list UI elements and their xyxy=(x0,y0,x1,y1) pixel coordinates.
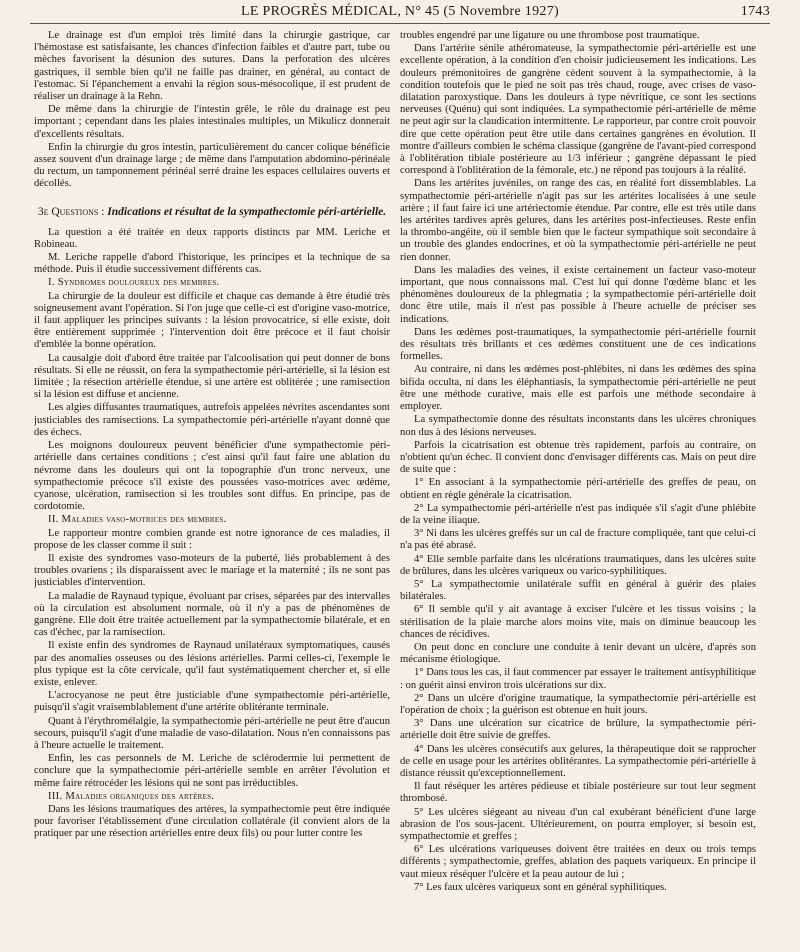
list-item: 1° Dans tous les cas, il faut commencer par essayer le traitement antisyphilitique : on guérit ainsi environ trois ulcérations sur dix. xyxy=(400,667,756,691)
section-heading xyxy=(34,205,390,219)
paragraph: Parfois la cicatrisation est obtenue très rapidement, parfois au contraire, on n'obtient qu'un échec. Il convient donc d'envisager différents cas. Mais on peut dire de suite que : xyxy=(400,439,756,476)
page-number: 1743 xyxy=(740,4,770,19)
subsection-heading: I. Syndromes douloureux des membres. xyxy=(48,277,220,289)
paragraph: De même dans la chirurgie de l'intestin grêle, le rôle du drainage est peu important ; cependant dans les plaies intestinales multiples, un Mikulicz donnerait d'excellents résultats. xyxy=(34,104,390,140)
paragraph: Quant à l'érythromélalgie, la sympathectomie péri-artérielle ne peut être d'aucun secours, puisqu'il s'agit d'une maladie de vaso-dilatation. Nous n'en connaissons pas à l'heure actuelle le traitement. xyxy=(34,715,390,751)
paragraph: Dans les artérites juvéniles, on range des cas, en réalité fort dissemblables. La sympathectomie péri-artérielle n'agit pas sur les artérites localisées à une seule artère ; il faut faire ici une artériectomie étendue. Par contre, elle est très utile dans les artérites tardives après gelures, dans les artérites post-infectieuses. Reste enfin la thrombo-angéite, où il semble bien que le facteur sympathique soit secondaire à un trouble des glandes endocrines, et où la sympathectomie péri-artérielle ne peut rien donner. xyxy=(400,178,756,263)
list-item: 5° La sympathectomie unilatérale suffit en général à guérir des plaies bilatérales. xyxy=(400,578,756,603)
paragraph: Il faut réséquer les artères pédieuse et tibiale postérieure sur tout leur segment thrombosé. xyxy=(400,781,756,805)
list-item: 6° Les ulcérations variqueuses doivent être traitées en deux ou trois temps différents ; sympathectomie, greffes, ablation des paquets variqueux. En principe il vaut mieux réséquer l'ulcère et la peau autour de lui ; xyxy=(400,844,756,880)
paragraph: Enfin la chirurgie du gros intestin, particulièrement du cancer colique bénéficie assez souvent d'un drainage large ; de même dans l'amputation abdomino-périnéale du rectum, un tamponnement périnéal serré draine les espaces cellulaires ouverts et décollés. xyxy=(34,141,390,190)
paragraph: Le drainage est d'un emploi très limité dans la chirurgie gastrique, car l'hémostase est satisfaisante, les chances d'infection faibles et d'autre part, tube ou mèches favorisent la désunion des sutures. Dans la perforation des ulcères gastriques, il semble bien qu'il ne faille pas drainer, en général, au contact de l'estomac. Si l'épanchement a envahi la région sous-mésocolique, il est prudent de réaliser un drainage à la Rehn. xyxy=(34,30,390,103)
list-item: 4° Dans les ulcères consécutifs aux gelures, la thérapeutique doit se rapprocher de celle en usage pour les artérites oblitérantes. La sympathectomie péri-artérielle à distance réussit qu'exceptionnellement. xyxy=(400,743,756,779)
paragraph: Les moignons douloureux peuvent bénéficier d'une sympathectomie péri-artérielle dans certaines conditions ; c'est ainsi qu'il faut faire une ablation du névrome dans les douleurs qui ont la topographie d'un tronc nerveux, une sympathectomie précoce s'il existe des poussées vaso-motrices avec œdème, cyanose, ulcération, ramisection si les troubles sont diffus. En principe, pas de cordotomie. xyxy=(34,440,390,513)
paragraph: Enfin, les cas personnels de M. Leriche de sclérodermie lui permettent de conclure que la sympathectomie péri-artérielle semble en arrêter l'évolution et même faire rétrocéder les lésions qui ne sont pas irréductibles. xyxy=(34,753,390,789)
paragraph: M. Leriche rappelle d'abord l'historique, les principes et la technique de sa méthode. Puis il étudie successivement différents cas. xyxy=(34,252,390,276)
paragraph: Au contraire, ni dans les œdèmes post-phlébites, ni dans les œdèmes des spina bifida occulta, ni dans les éléphantiasis, la sympathectomie péri-artérielle ne peut être une méthode curative, mais elle est parfois une méthode secondaire à employer. xyxy=(400,364,756,413)
section-label: 3e Questions : xyxy=(37,205,105,218)
paragraph: troubles engendré par une ligature ou une thrombose post traumatique. xyxy=(400,30,700,41)
right-column xyxy=(400,30,756,945)
list-item: 7° Les faux ulcères variqueux sont en général syphilitiques. xyxy=(414,881,667,893)
paragraph: La causalgie doit d'abord être traitée par l'alcoolisation qui peut donner de bons résultats. Si elle ne réussit, on fera la sympathectomie péri-artérielle, si la lésion est limitée ; la résection artérielle étendue, si une artère est oblitérée ; une ramisection si la lésion est diffuse et ancienne. xyxy=(34,352,390,401)
journal-title: LE PROGRÈS MÉDICAL, N° 45 (5 Novembre 1927) xyxy=(241,4,559,19)
left-column xyxy=(34,30,390,945)
paragraph: Dans l'artérite sénile athéromateuse, la sympathectomie péri-artérielle est une excellente opération, à la condition d'en choisir judicieusement les indications. Les douleurs prémonitoires de gangrène cèdent souvent à la sympathectomie, à la condition toutefois que le pied ne soit pas très chaud, rouge, avec crises de vaso-dilatation paroxystique. Dans les douleurs à type névritique, ce sont les sections nerveuses (Quénu) qui sont indiquées. La sympathectomie péri-artérielle de même ne peut agir sur la claudication intermittente. Le rapporteur, par contre croit pouvoir dire que cette opération peut être utile dans certaines gangrènes en évolution. Il montre d'ailleurs combien le schéma classique (gangrène de l'avant-pied correspond à l'oblitération tibiale postérieure au 1/3 inférieur ; gangrène dépassant le pied correspond à l'oblitération de la fémorale, etc.) ne répond pas toujours à la réalité. xyxy=(400,43,756,177)
paragraph: On peut donc en conclure une conduite à tenir devant un ulcère, d'après son mécanisme étiologique. xyxy=(400,641,756,666)
running-header xyxy=(30,2,770,24)
paragraph: Il existe des syndromes vaso-moteurs de la puberté, liés probablement à des troubles ovariens ; ils disparaissent avec le mariage et la maternité ; ils ne sont pas justiciables d'intervention. xyxy=(34,552,390,589)
list-item: 1° En associant à la sympathectomie péri-artérielle des greffes de peau, on obtient en règle générale la cicatrisation. xyxy=(400,477,756,501)
paragraph: Dans les maladies des veines, il existe certainement un facteur vaso-moteur important, que nous connaissons mal. C'est lui qui donne l'œdème blanc et les phénomènes douloureux de la phlegmatia ; la sympathectomie péri-artérielle doit donc être utile, mais il n'est pas possible à l'heure actuelle de préciser ses indications. xyxy=(400,264,756,325)
list-item: 3° Dans une ulcération sur cicatrice de brûlure, la sympathectomie péri-artérielle doit être suivie de greffes. xyxy=(400,718,756,742)
paragraph: La chirurgie de la douleur est difficile et chaque cas demande à être étudié très soigneusement avant l'opération. Si l'on juge que celle-ci est d'origine vaso-motrice, il faut appliquer les principes suivants : la lésion provocatrice, si elle existe, doit être entièrement supprimée ; l'intervention doit être précoce et il faut choisir d'emblée la bonne opération. xyxy=(34,290,390,351)
section-title: Indications et résultat de la sympathectomie péri-artérielle. xyxy=(107,205,387,218)
paragraph: Dans les lésions traumatiques des artères, la sympathectomie peut être indiquée pour favoriser l'établissement d'une circulation collatérale (il convient alors de la pratiquer par une résection artérielles entre deux fils) ou pour lutter contre les xyxy=(34,803,390,840)
paragraph: Il existe enfin des syndromes de Raynaud unilatéraux symptomatiques, causés par des anomalies osseuses ou des lésions artérielles. Parmi celles-ci, l'exemple le plus typique est la côte cervicale, qu'il faut systématiquement chercher et, si elle existe, enlever. xyxy=(34,640,390,688)
paragraph: Les algies diffusantes traumatiques, autrefois appelées névrites ascendantes sont justiciables des ramisections. La sympathectomie péri-artérielle n'ayant donné que des échecs. xyxy=(34,402,390,438)
paragraph: Dans les œdèmes post-traumatiques, la sympathectomie péri-artérielle fournit des résultats très brillants et ces œdèmes constituent une de ces indications formelles. xyxy=(400,326,756,363)
paragraph: L'acrocyanose ne peut être justiciable d'une sympathectomie péri-artérielle, puisqu'il s'agit vraisemblablement d'une artérite oblitérante terminale. xyxy=(34,690,390,714)
list-item: 2° Dans un ulcère d'origine traumatique, la sympathectomie péri-artérielle est l'opération de choix ; la guérison est obtenue en huit jours. xyxy=(400,692,756,716)
list-item: 2° La sympathectomie péri-artérielle n'est pas indiquée s'il s'agit d'une phlébite de la veine iliaque. xyxy=(400,502,756,526)
list-item: 3° Ni dans les ulcères greffés sur un cal de fracture compliquée, tant que celui-ci n'a pas été abrasé. xyxy=(400,528,756,552)
paragraph: La maladie de Raynaud typique, évoluant par crises, séparées par des intervalles où la circulation est absolument normale, où il n'y a pas de phénomènes de gangrène. Elle doit être traitée actuellement par la sympathectomie bilatérale, et en cas d'échec, par la ramisection. xyxy=(34,590,390,639)
list-item: 5° Les ulcères siégeant au niveau d'un cal exubérant bénéficient d'une large abrasion de l'os sous-jacent. Ultérieurement, on pourra employer, si besoin est, sympathectomie et greffes ; xyxy=(400,806,756,842)
subsection-heading: III. Maladies organiques des artères. xyxy=(48,790,215,802)
paragraph: Le rapporteur montre combien grande est notre ignorance de ces maladies, il propose de les classer comme il suit : xyxy=(34,527,390,551)
subsection-heading: II. Maladies vaso-motrices des membres. xyxy=(48,514,227,526)
paragraph: La question a été traitée en deux rapports distincts par MM. Leriche et Robineau. xyxy=(34,226,390,250)
list-item: 4° Elle semble parfaite dans les ulcérations traumatiques, dans les ulcères suite de brûlures, dans les ulcères variqueux ou varico-syphilitiques. xyxy=(400,553,756,577)
paragraph: La sympathectomie donne des résultats inconstants dans les ulcères chroniques non dus à des lésions nerveuses. xyxy=(400,414,756,438)
list-item: 6° Il semble qu'il y ait avantage à exciser l'ulcère et les tissus voisins ; la stérilisation de la plaie marche alors moins vite, mais on diminue beaucoup les chances de récidives. xyxy=(400,604,756,640)
header-rule xyxy=(30,23,770,24)
